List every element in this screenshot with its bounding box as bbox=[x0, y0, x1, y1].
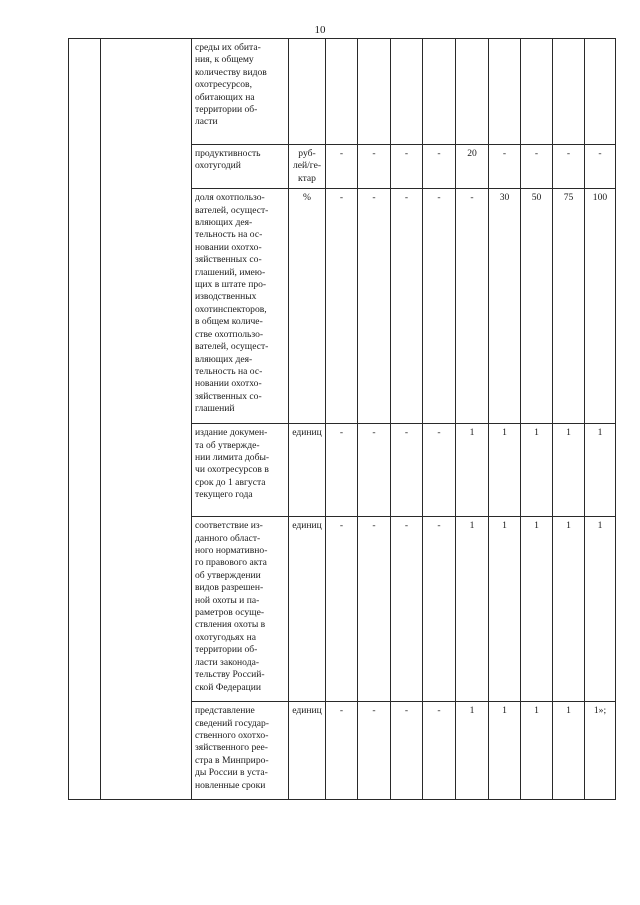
program-name-column-cell bbox=[101, 39, 192, 800]
value-cell: - bbox=[326, 517, 358, 702]
value-cell: - bbox=[423, 145, 456, 189]
indicator-name-cell: среды их обита- ния, к общему количеству видов охотресурсов, обитающих на территории об- ласти bbox=[192, 39, 289, 145]
unit-cell: единиц bbox=[289, 424, 326, 517]
value-cell bbox=[585, 39, 616, 145]
value-cell bbox=[521, 39, 553, 145]
value-cell: 1 bbox=[489, 702, 521, 800]
value-cell: - bbox=[358, 424, 391, 517]
value-cell bbox=[456, 39, 489, 145]
value-cell: 1 bbox=[553, 424, 585, 517]
value-cell: 1»; bbox=[585, 702, 616, 800]
number-column-cell bbox=[69, 39, 101, 800]
value-cell: 100 bbox=[585, 189, 616, 424]
value-cell: - bbox=[358, 145, 391, 189]
value-cell: 1 bbox=[521, 424, 553, 517]
value-cell bbox=[358, 39, 391, 145]
value-cell: - bbox=[423, 702, 456, 800]
value-cell: 1 bbox=[521, 702, 553, 800]
value-cell: - bbox=[391, 702, 423, 800]
value-cell: - bbox=[553, 145, 585, 189]
value-cell: - bbox=[391, 517, 423, 702]
indicator-name-cell: доля охотпользо- вателей, осущест- вляющих дея- тельность на ос- новании охотхо- зяйственных со- глашений, имею- щих в штате про- изводственных охотинспекторов, в общем количе- стве охотпользо- вателей, осущест- вляющих дея- тельность на ос- новании охотхо- зяйственных со- глашений bbox=[192, 189, 289, 424]
unit-cell: единиц bbox=[289, 517, 326, 702]
value-cell: 20 bbox=[456, 145, 489, 189]
unit-cell bbox=[289, 39, 326, 145]
value-cell bbox=[553, 39, 585, 145]
value-cell: 1 bbox=[489, 424, 521, 517]
indicators-table bbox=[68, 38, 616, 800]
value-cell: 1 bbox=[456, 424, 489, 517]
table-row bbox=[69, 39, 616, 145]
indicator-name-cell: представление сведений государ- ственного охотхо- зяйственного рее- стра в Минприро- ды России в уста- новленные сроки bbox=[192, 702, 289, 800]
value-cell: 1 bbox=[553, 517, 585, 702]
value-cell: 1 bbox=[553, 702, 585, 800]
value-cell: - bbox=[391, 189, 423, 424]
value-cell: 1 bbox=[521, 517, 553, 702]
value-cell: - bbox=[423, 517, 456, 702]
value-cell: - bbox=[456, 189, 489, 424]
value-cell: 1 bbox=[585, 517, 616, 702]
value-cell: - bbox=[326, 189, 358, 424]
value-cell: - bbox=[326, 145, 358, 189]
value-cell: - bbox=[391, 145, 423, 189]
indicator-name-cell: соответствие из- данного област- ного нормативно- го правового акта об утверждении видов разрешен- ной охоты и па- раметров осуще- ствления охоты в охотугодьях на территории об- ласти законода- тельству Россий- ской Федерации bbox=[192, 517, 289, 702]
value-cell: - bbox=[326, 702, 358, 800]
value-cell: - bbox=[489, 145, 521, 189]
unit-cell: единиц bbox=[289, 702, 326, 800]
unit-cell: % bbox=[289, 189, 326, 424]
value-cell: - bbox=[326, 424, 358, 517]
value-cell: 1 bbox=[456, 702, 489, 800]
value-cell: - bbox=[391, 424, 423, 517]
value-cell bbox=[391, 39, 423, 145]
value-cell: 30 bbox=[489, 189, 521, 424]
value-cell: - bbox=[423, 189, 456, 424]
value-cell: - bbox=[423, 424, 456, 517]
value-cell bbox=[326, 39, 358, 145]
value-cell: 1 bbox=[585, 424, 616, 517]
value-cell: 1 bbox=[489, 517, 521, 702]
value-cell: - bbox=[585, 145, 616, 189]
value-cell bbox=[489, 39, 521, 145]
value-cell: - bbox=[521, 145, 553, 189]
value-cell bbox=[423, 39, 456, 145]
value-cell: 75 bbox=[553, 189, 585, 424]
unit-cell: руб- лей/ге- ктар bbox=[289, 145, 326, 189]
value-cell: - bbox=[358, 189, 391, 424]
value-cell: 50 bbox=[521, 189, 553, 424]
value-cell: - bbox=[358, 702, 391, 800]
page-number: 10 bbox=[314, 24, 326, 36]
indicator-name-cell: продуктивность охотугодий bbox=[192, 145, 289, 189]
value-cell: 1 bbox=[456, 517, 489, 702]
indicator-name-cell: издание докумен- та об утвержде- нии лимита добы- чи охотресурсов в срок до 1 августа текущего года bbox=[192, 424, 289, 517]
value-cell: - bbox=[358, 517, 391, 702]
